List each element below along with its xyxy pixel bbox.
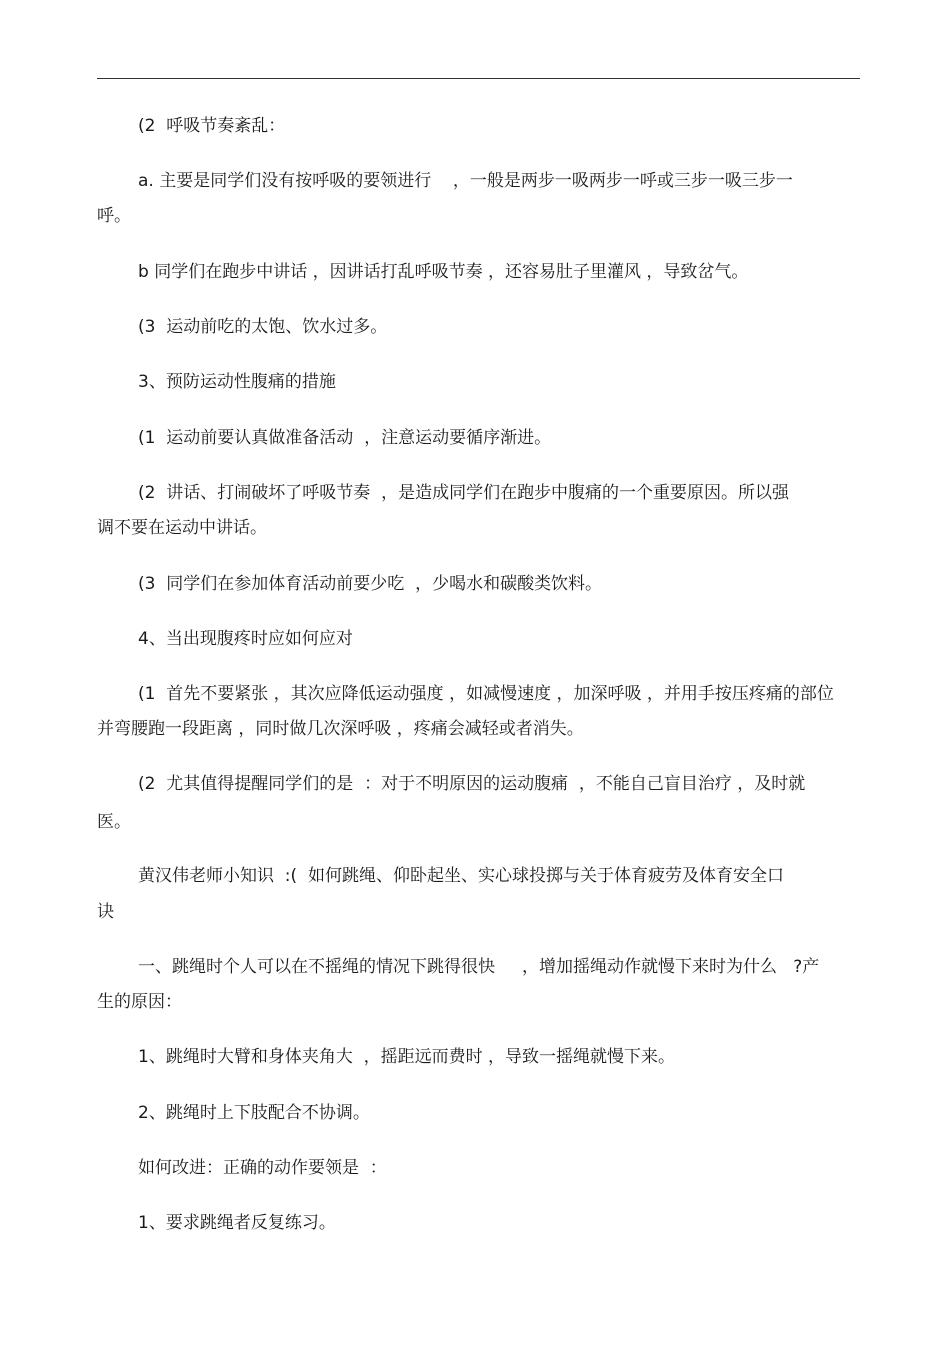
- text-line: (2 尤其值得提醒同学们的是 ：对于不明原因的运动腹痛 ，不能自己盲目治疗 ，及时就: [138, 774, 806, 794]
- text-line: 一、跳绳时个人可以在不摇绳的情况下跳得很快 ，增加摇绳动作就慢下来时为什么 ?产: [138, 957, 820, 977]
- text-line: 黄汉伟老师小知识 :( 如何跳绳、仰卧起坐、实心球投掷与关于体育疲劳及体育安全口: [138, 866, 784, 886]
- text-line: 呼。: [97, 206, 131, 226]
- text-line: (2 呼吸节奏紊乱：: [138, 116, 286, 136]
- text-line: (3 同学们在参加体育活动前要少吃 ，少喝水和碳酸类饮料。: [138, 574, 603, 594]
- text-line: 1、要求跳绳者反复练习。: [138, 1213, 336, 1233]
- header-rule: [97, 78, 860, 79]
- text-line: 诀: [97, 902, 114, 922]
- text-line: 调不要在运动中讲话。: [97, 518, 267, 538]
- text-line: (3 运动前吃的太饱、饮水过多。: [138, 317, 388, 337]
- text-line: 如何改进：正确的动作要领是 ：: [138, 1158, 387, 1178]
- text-line: a. 主要是同学们没有按呼吸的要领进行 ，一般是两步一吸两步一呼或三步一吸三步一: [138, 171, 793, 191]
- text-line: (1 运动前要认真做准备活动 ，注意运动要循序渐进。: [138, 428, 552, 448]
- text-line: 生的原因：: [97, 992, 182, 1012]
- text-line: (2 讲话、打闹破坏了呼吸节奏 ，是造成同学们在跑步中腹痛的一个重要原因。所以强: [138, 483, 790, 503]
- text-line: 医。: [97, 812, 131, 832]
- text-line: 1、跳绳时大臂和身体夹角大 ，摇距远而费时 ，导致一摇绳就慢下来。: [138, 1047, 676, 1067]
- text-line: 2、跳绳时上下肢配合不协调。: [138, 1103, 370, 1123]
- text-line: (1 首先不要紧张 ，其次应降低运动强度 ，如减慢速度 ，加深呼吸 ，并用手按压疼痛的部位: [138, 684, 834, 704]
- text-line: 并弯腰跑一段距离 ，同时做几次深呼吸 ，疼痛会减轻或者消失。: [97, 719, 584, 739]
- text-line: 4、当出现腹疼时应如何应对: [138, 629, 353, 649]
- text-line: 3、预防运动性腹痛的措施: [138, 372, 336, 392]
- text-line: b 同学们在跑步中讲话 ，因讲话打乱呼吸节奏 ，还容易肚子里灌风 ，导致岔气。: [138, 262, 749, 282]
